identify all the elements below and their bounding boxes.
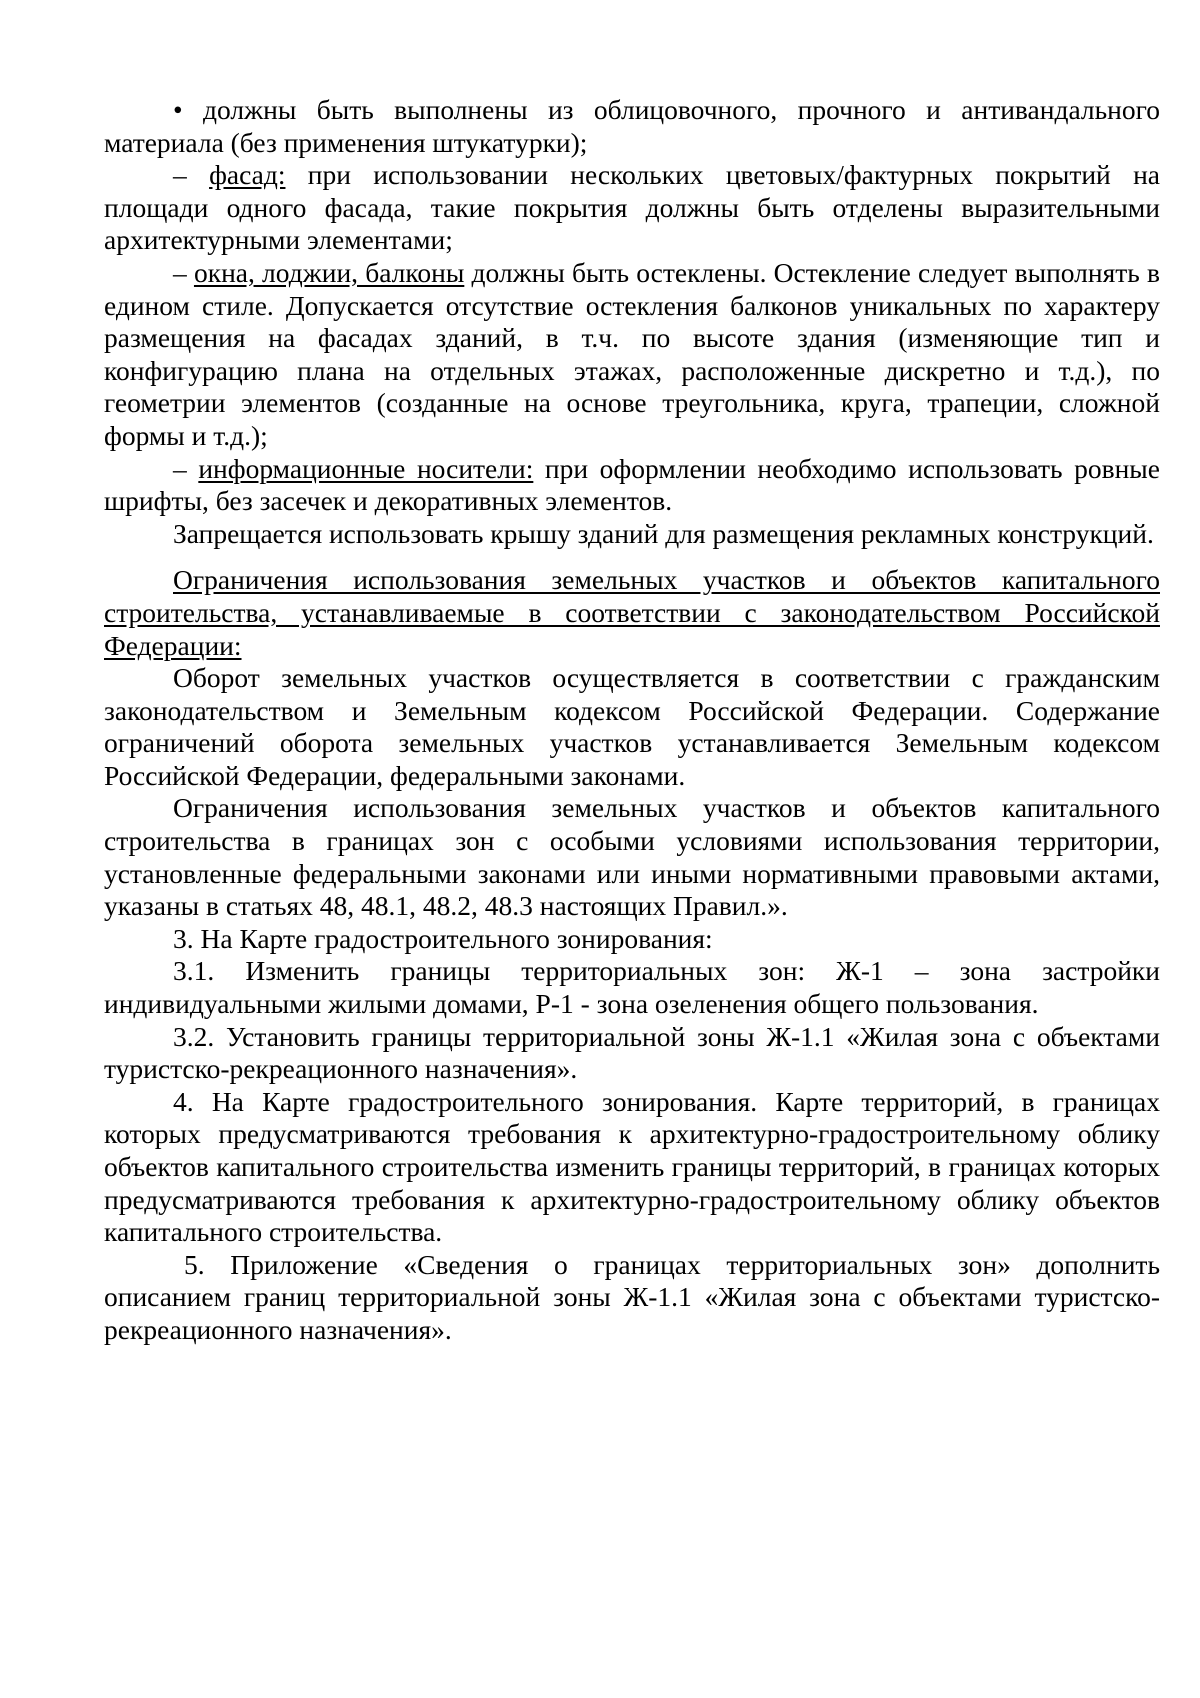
roof-paragraph: Запрещается использовать крышу зданий для размещения рекламных конструкций. bbox=[173, 517, 1154, 549]
windows-text: должны быть остеклены. Остекление следует выполнять в едином стиле. Допускается отсутствие остекления балконов уникальных по характеру размещения на фасадах зданий, в т.ч. по высоте здания (изменяющие тип и конфигурацию плана на отдельных этажах, расположенные дискретно и т.д.), по геометрии элементов (созданные на основе треугольника, круга, трапеции, сложной формы и т.д.); bbox=[104, 256, 1161, 451]
info-carriers-paragraph bbox=[104, 453, 1160, 518]
facade-term: фасад: bbox=[209, 159, 286, 191]
facade-paragraph bbox=[104, 159, 1160, 257]
item-3-1: 3.1. Изменить границы территориальных зон: Ж-1 – зона застройки индивидуальными жилыми домами, Р-1 - зона озеленения общего пользования. bbox=[104, 955, 1160, 1020]
info-dash: – bbox=[173, 452, 199, 484]
turnover-paragraph: Оборот земельных участков осуществляется в соответствии с гражданским законодательством и Земельным кодексом Российской Федерации. Содержание ограничений оборота земельных участков устанавливается Земельным кодексом Российской Федерации, федеральными законами. bbox=[104, 662, 1160, 791]
windows-term: окна, лоджии, балконы bbox=[193, 256, 465, 288]
item-3: 3. На Карте градостроительного зонирования: bbox=[173, 922, 713, 954]
document-page bbox=[104, 94, 1160, 1347]
bullet-marker: • bbox=[173, 94, 183, 125]
item-5: 5. Приложение «Сведения о границах территориальных зон» дополнить описанием границ территориальной зоны Ж-1.1 «Жилая зона с объектами туристско-рекреационного назначения». bbox=[104, 1248, 1160, 1345]
facade-text: при использовании нескольких цветовых/фактурных покрытий на площади одного фасада, такие покрытия должны быть отделены выразительными архитектурными элементами; bbox=[104, 159, 1161, 256]
windows-dash: – bbox=[173, 256, 194, 288]
bullet-paragraph bbox=[104, 94, 1160, 159]
info-term: информационные носители: bbox=[198, 452, 534, 484]
facade-dash: – bbox=[173, 159, 210, 191]
restrictions-heading: Ограничения использования земельных участков и объектов капитального строительства, устанавливаемые в соответствии с законодательством Российской Федерации: bbox=[104, 564, 1160, 661]
paragraph-gap bbox=[104, 550, 1160, 564]
item-4: 4. На Карте градостроительного зонирования. Карте территорий, в границах которых предусматриваются требования к архитектурно-градостроительному облику объектов капитального строительства изменить границы территорий, в границах которых предусматриваются требования к архитектурно-градостроительному облику объектов капитального строительства. bbox=[104, 1085, 1160, 1248]
windows-paragraph bbox=[104, 257, 1160, 453]
item-3-2: 3.2. Установить границы территориальной зоны Ж-1.1 «Жилая зона с объектами туристско-рекреационного назначения». bbox=[104, 1020, 1160, 1085]
restrictions-zones-paragraph: Ограничения использования земельных участков и объектов капитального строительства в границах зон с особыми условиями использования территории, установленные федеральными законами или иными нормативными правовыми актами, указаны в статьях 48, 48.1, 48.2, 48.3 настоящих Правил.». bbox=[104, 792, 1160, 922]
bullet-text: должны быть выполнены из облицовочного, прочного и антивандального материала (без применения штукатурки); bbox=[104, 94, 1160, 158]
info-text: при оформлении необходимо использовать ровные шрифты, без засечек и декоративных элементов. bbox=[104, 452, 1160, 517]
